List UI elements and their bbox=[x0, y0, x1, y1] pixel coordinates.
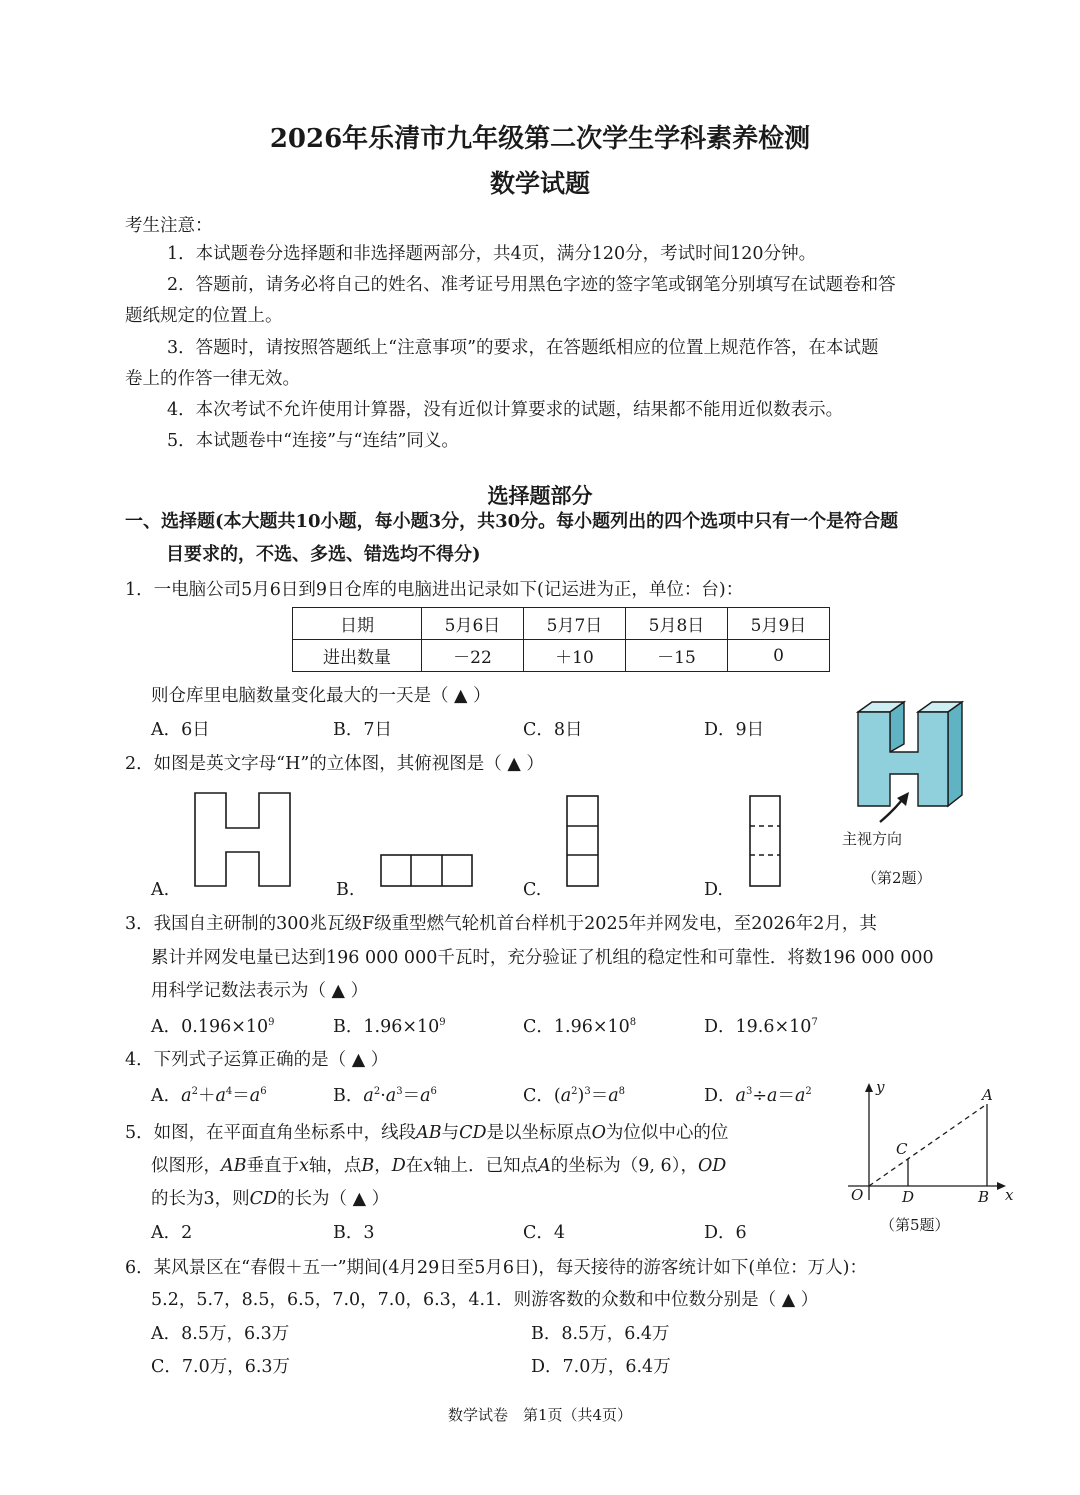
table-cell: －22 bbox=[422, 640, 524, 672]
option-exp: 7 bbox=[811, 1017, 818, 1028]
q5-option-d: D．6 bbox=[704, 1223, 747, 1243]
option-d-shape bbox=[750, 796, 780, 886]
q1-ask: 则仓库里电脑数量变化最大的一天是（ ▲ ） bbox=[151, 686, 491, 706]
table-cell: －15 bbox=[626, 640, 728, 672]
option-label: C． bbox=[523, 1017, 554, 1037]
q5-line-1: 5．如图，在平面直角坐标系中，线段AB与CD是以坐标原点O为位似中心的位 bbox=[125, 1123, 729, 1143]
page-footer: 数学试卷 第1页（共4页） bbox=[447, 1406, 633, 1424]
section-intro: 一、选择题(本大题共10小题，每小题3分，共30分。每小题列出的四个选项中只有一个是符合题 bbox=[125, 511, 899, 532]
q1-stem: 1．一电脑公司5月6日到9日仓库的电脑进出记录如下(记运进为正，单位：台)： bbox=[125, 580, 744, 600]
q2-label-a: A. bbox=[151, 880, 170, 900]
table-cell: 日期 bbox=[293, 608, 422, 640]
q6-option-a: A．8.5万，6.3万 bbox=[151, 1324, 290, 1344]
notice-item-3: 3．答题时，请按照答题纸上“注意事项”的要求，在答题纸相应的位置上规范作答，在本试题 bbox=[167, 338, 879, 358]
q3-option-d bbox=[704, 1017, 818, 1037]
option-base: 1.96×10 bbox=[363, 1017, 440, 1037]
fig5-label-a: A bbox=[982, 1086, 993, 1104]
page-subtitle: 数学试题 bbox=[489, 169, 590, 198]
notice-item-2: 2．答题前，请务必将自己的姓名、准考证号用黑色字迹的签字笔或钢笔分别填写在试题卷和答 bbox=[167, 275, 896, 295]
option-a-shape bbox=[195, 793, 290, 886]
q1-option-b: B．7日 bbox=[333, 720, 392, 740]
view-direction-label: 主视方向 bbox=[842, 830, 903, 848]
table-cell: 5月6日 bbox=[422, 608, 524, 640]
fig5-label-b: B bbox=[978, 1188, 990, 1206]
option-exp: 8 bbox=[629, 1017, 637, 1028]
option-exp: 9 bbox=[439, 1017, 446, 1028]
notice-item-3-cont: 卷上的作答一律无效。 bbox=[125, 369, 300, 389]
option-c-shape bbox=[567, 796, 598, 886]
q4-option-a: A．$a^2+a^4=a^6$ bbox=[151, 1086, 267, 1106]
table-cell: 5月9日 bbox=[728, 608, 830, 640]
fig5-label-d: D bbox=[902, 1188, 915, 1206]
q4-option-b: B．$a^2\cdot a^3=a^6$ bbox=[333, 1086, 437, 1106]
h-solid-figure bbox=[858, 702, 962, 806]
section-intro-cont: 目要求的，不选、多选、错选均不得分) bbox=[166, 544, 481, 565]
q2-label-d: D. bbox=[704, 880, 723, 900]
table-cell: 5月7日 bbox=[524, 608, 626, 640]
q6-line-1: 6．某风景区在“春假＋五一”期间(4月29日至5月6日)，每天接待的游客统计如下(单位：万人)： bbox=[125, 1258, 868, 1278]
notice-heading: 考生注意： bbox=[125, 216, 213, 236]
option-label: D． bbox=[704, 1017, 736, 1037]
table-cell: 0 bbox=[728, 640, 830, 672]
fig5-label-o: O bbox=[851, 1186, 864, 1204]
q5-option-a: A．2 bbox=[151, 1223, 193, 1243]
q6-line-2: 5.2，5.7，8.5，6.5，7.0，7.0，6.3，4.1．则游客数的众数和中位数分别是（ ▲ ） bbox=[151, 1290, 819, 1310]
q5-line-3: 的长为3，则CD的长为（ ▲ ） bbox=[151, 1189, 390, 1209]
fig5-label-c: C bbox=[896, 1140, 908, 1158]
option-exp: 9 bbox=[268, 1017, 275, 1028]
q5-option-b: B．3 bbox=[333, 1223, 375, 1243]
table-cell: 5月8日 bbox=[626, 608, 728, 640]
q5-line-2: 似图形，AB垂直于x轴，点B，D在x轴上．已知点A的坐标为（9, 6），OD bbox=[151, 1156, 727, 1176]
q3-line-2: 累计并网发电量已达到196 000 000千瓦时，充分验证了机组的稳定性和可靠性．将数196 000 000 bbox=[151, 948, 934, 968]
notice-item-2-cont: 题纸规定的位置上。 bbox=[125, 306, 283, 326]
q2-stem: 2．如图是英文字母“H”的立体图，其俯视图是（ ▲ ） bbox=[125, 754, 544, 774]
option-label: A． bbox=[151, 1086, 182, 1106]
q3-line-3: 用科学记数法表示为（ ▲ ） bbox=[151, 981, 369, 1001]
option-label: C． bbox=[523, 1086, 554, 1106]
q1-option-a: A．6日 bbox=[151, 720, 210, 740]
q3-option-b bbox=[333, 1017, 446, 1037]
q4-stem: 4．下列式子运算正确的是（ ▲ ） bbox=[125, 1050, 389, 1070]
notice-item-4: 4．本次考试不允许使用计算器，没有近似计算要求的试题，结果都不能用近似数表示。 bbox=[167, 400, 844, 420]
q3-line-1: 3．我国自主研制的300兆瓦级F级重型燃气轮机首台样机于2025年并网发电，至2026年2月，其 bbox=[125, 914, 877, 934]
q6-option-d: D．7.0万，6.4万 bbox=[531, 1357, 671, 1377]
option-base: 0.196×10 bbox=[181, 1017, 269, 1037]
q6-option-c: C．7.0万，6.3万 bbox=[151, 1357, 291, 1377]
q3-option-c bbox=[523, 1017, 636, 1037]
option-base: 19.6×10 bbox=[735, 1017, 812, 1037]
fig5-label-y: y bbox=[876, 1078, 885, 1096]
q4-option-c: C．$(a^2)^3=a^8$ bbox=[523, 1086, 626, 1106]
table-cell: 进出数量 bbox=[293, 640, 422, 672]
option-b-shape bbox=[381, 855, 472, 886]
option-label: B． bbox=[333, 1086, 364, 1106]
q2-label-c: C. bbox=[523, 880, 542, 900]
q5-option-c: C．4 bbox=[523, 1223, 566, 1243]
option-label: D． bbox=[704, 1086, 736, 1106]
q1-option-d: D．9日 bbox=[704, 720, 765, 740]
section-title: 选择题部分 bbox=[487, 483, 593, 508]
q3-option-a bbox=[151, 1017, 275, 1037]
option-label: B． bbox=[333, 1017, 364, 1037]
q6-option-b: B．8.5万，6.4万 bbox=[531, 1324, 670, 1344]
q5-caption: （第5题） bbox=[880, 1216, 950, 1234]
q4-option-d: D．$a^3\div a=a^2$ bbox=[704, 1086, 812, 1106]
option-label: A． bbox=[151, 1017, 182, 1037]
q2-caption: （第2题） bbox=[862, 869, 932, 887]
q2-label-b: B. bbox=[336, 880, 355, 900]
notice-item-1: 1．本试题卷分选择题和非选择题两部分，共4页，满分120分，考试时间120分钟。 bbox=[167, 244, 817, 264]
q1-option-c: C．8日 bbox=[523, 720, 583, 740]
notice-item-5: 5．本试题卷中“连接”与“连结”同义。 bbox=[167, 431, 459, 451]
page-title: 2026年乐清市九年级第二次学生学科素养检测 bbox=[269, 124, 811, 154]
option-base: 1.96×10 bbox=[553, 1017, 630, 1037]
fig5-label-x: x bbox=[1005, 1186, 1014, 1204]
table-cell: ＋10 bbox=[524, 640, 626, 672]
